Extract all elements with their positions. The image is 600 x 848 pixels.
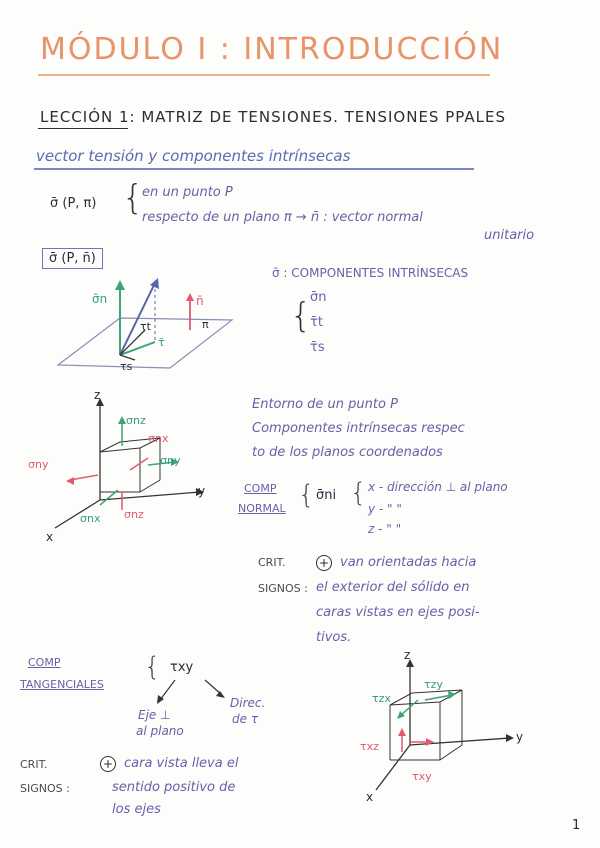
tang-left-2: al plano: [136, 724, 184, 738]
comp-normal-label-1: COMP: [244, 482, 277, 495]
tang-right-1: Direc.: [230, 696, 266, 710]
label-sigma-nx-top: σnx: [148, 432, 169, 445]
crit2-plus-icon: +: [100, 756, 116, 772]
sigma-symbol: σ̄ (P, π): [50, 196, 97, 211]
axis-z-2: z: [404, 648, 411, 662]
lesson-title: LECCIÓN 1: MATRIZ DE TENSIONES. TENSIONES PPALES: [40, 108, 506, 126]
crit2-line-3: los ejes: [112, 802, 161, 817]
crit1-line-3: caras vistas en ejes posi-: [316, 605, 480, 620]
def-line-1: en un punto P: [142, 185, 233, 200]
label-tau-s: τs: [120, 360, 133, 373]
label-pi: π: [202, 318, 209, 331]
component-sigma-n: σ̄n: [310, 290, 327, 305]
tang-left-1: Eje ⊥: [138, 708, 171, 722]
label-sigma-ny-right: σny: [160, 454, 181, 467]
normal-brace: {: [298, 480, 315, 510]
page-title: MÓDULO I : INTRODUCCIÓN: [40, 32, 504, 67]
normal-brace-2: {: [350, 478, 367, 508]
crit1-plus-icon: +: [316, 555, 332, 571]
label-n: n̄: [196, 294, 204, 308]
axis-x-2: x: [366, 790, 374, 804]
label-tau-zy: τzy: [424, 678, 443, 691]
def-line-3: unitario: [484, 228, 535, 243]
axis-y-2: y: [516, 730, 524, 744]
normal-row-z: z - " ": [368, 522, 402, 536]
normal-row-y: y - " ": [368, 502, 402, 516]
def-line-2: respecto de un plano π → n̄ : vector normal: [142, 210, 423, 225]
label-sigma-n: σ̄n: [92, 292, 108, 306]
tang-right-2: de τ: [232, 712, 259, 726]
tau-xy-symbol: τxy: [170, 660, 194, 675]
section-subtitle: vector tensión y componentes intrínsecas: [36, 147, 351, 165]
crit2-line-2: sentido positivo de: [112, 780, 236, 795]
component-tau-s: τ̄s: [310, 340, 325, 355]
label-tau-t: τt: [140, 320, 151, 333]
comp-normal-label-2: NORMAL: [238, 502, 286, 515]
crit1-label-1: CRIT.: [258, 556, 286, 569]
axis-x-1: x: [46, 530, 54, 544]
label-tau-zx: τzx: [372, 692, 391, 705]
crit2-label-1: CRIT.: [20, 758, 48, 771]
label-sigma-ny-left: σny: [28, 458, 49, 471]
label-tau-xy: τxy: [412, 770, 432, 783]
tang-brace: {: [144, 652, 161, 682]
label-sigma-nz-top: σnz: [126, 414, 146, 427]
axis-y-1: y: [198, 484, 206, 498]
comp-tang-label-1: COMP: [28, 656, 61, 669]
components-heading: σ̄ : COMPONENTES INTRÍNSECAS: [272, 266, 469, 280]
crit1-label-2: SIGNOS :: [258, 582, 308, 595]
label-tau: τ̄: [158, 336, 165, 349]
crit1-line-1: van orientadas hacia: [340, 555, 477, 570]
crit2-label-2: SIGNOS :: [20, 782, 70, 795]
components-brace: {: [290, 296, 312, 336]
entorno-line-1: Entorno de un punto P: [252, 397, 398, 412]
page-number: 1: [572, 818, 581, 833]
comp-tang-label-2: TANGENCIALES: [20, 678, 104, 691]
crit2-line-1: cara vista lleva el: [124, 756, 239, 771]
label-sigma-nz-bottom: σnz: [124, 508, 144, 521]
crit1-line-4: tivos.: [316, 630, 352, 645]
axis-z-1: z: [94, 388, 101, 402]
brace: {: [122, 178, 144, 218]
normal-row-x: x - dirección ⊥ al plano: [368, 480, 508, 494]
entorno-line-2: Componentes intrínsecas respec: [252, 421, 465, 436]
label-tau-xz: τxz: [360, 740, 379, 753]
crit1-line-2: el exterior del sólido en: [316, 580, 470, 595]
sigma-ni: σ̄ni: [316, 488, 337, 503]
label-sigma-nx-bottom: σnx: [80, 512, 101, 525]
component-tau-t: τ̄t: [310, 315, 323, 330]
entorno-line-3: to de los planos coordenados: [252, 445, 443, 460]
boxed-sigma: σ̄ (P, n̄): [42, 248, 103, 269]
